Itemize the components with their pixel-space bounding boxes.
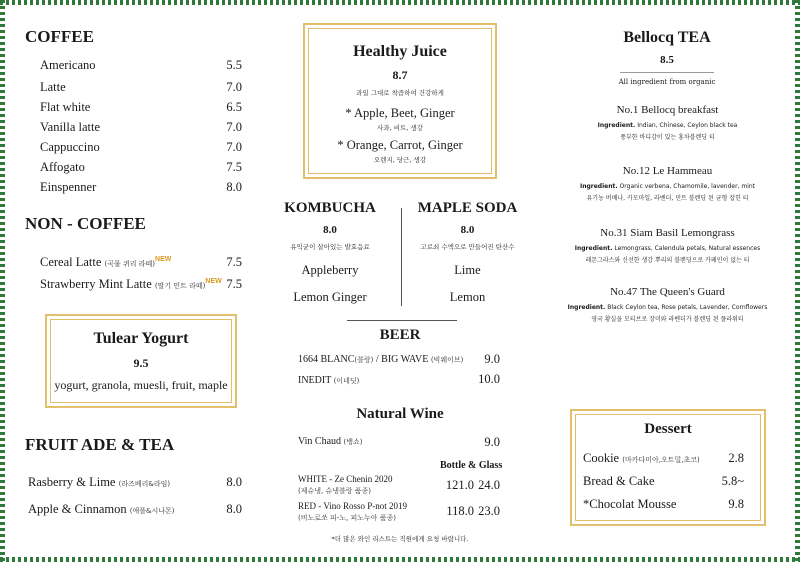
ingredient-label: Ingredient. bbox=[574, 245, 613, 252]
border-right bbox=[795, 0, 800, 562]
wine-header: Bottle & Glass bbox=[440, 460, 503, 471]
item-price: 7.5 bbox=[226, 160, 242, 174]
item-price: 7.0 bbox=[226, 80, 242, 94]
maple-item: Lime bbox=[454, 263, 481, 277]
maple-price: 8.0 bbox=[460, 224, 475, 236]
bottle-price: 118.0 bbox=[446, 504, 474, 518]
item-price: 7.5 bbox=[226, 277, 242, 291]
item-price: 2.8 bbox=[728, 451, 744, 465]
tea-item-kr: 유기농 버베나, 카모마일, 라벤더, 민트 블렌딩 된 균형 잡힌 티 bbox=[586, 195, 749, 202]
tea-item-name: No.47 The Queen's Guard bbox=[610, 286, 725, 298]
ingredient-text: Indian, Chinese, Ceylon black tea bbox=[637, 122, 738, 129]
tea-title: Bellocq TEA bbox=[623, 29, 711, 46]
list-item: Apple & Cinnamon (애플&시나몬) bbox=[28, 502, 175, 516]
ingredient-label: Ingredient. bbox=[597, 122, 636, 129]
tulear-desc: yogurt, granola, muesli, fruit, maple bbox=[54, 378, 228, 392]
tea-item-name: No.31 Siam Basil Lemongrass bbox=[600, 227, 735, 239]
coffee-item-name: Vanilla latte bbox=[40, 120, 101, 134]
beer-item: 1664 BLANC(블랑) / BIG WAVE (빅웨이브) bbox=[298, 354, 464, 365]
ingredient-text: Black Ceylon tea, Rose petals, Lavender, Cornflowers bbox=[607, 304, 768, 311]
coffee-item-name: Latte bbox=[40, 80, 66, 94]
wine-title: Natural Wine bbox=[356, 406, 444, 422]
tea-item-kr: 레몬그라스와 신선한 생강 뿌리의 블렌딩으로 카페인이 없는 티 bbox=[585, 257, 750, 264]
list-item: Rasberry & Lime (라즈베리&라임) bbox=[28, 475, 171, 489]
juice-title: Healthy Juice bbox=[353, 43, 447, 60]
item-price: 9.8 bbox=[728, 497, 744, 511]
item-price: 7.0 bbox=[226, 120, 242, 134]
item-price: 8.0 bbox=[226, 180, 242, 194]
column-divider bbox=[401, 208, 402, 306]
item-price: 9.0 bbox=[484, 352, 500, 366]
coffee-item-name: Flat white bbox=[40, 100, 91, 114]
beer-title: BEER bbox=[379, 327, 421, 343]
coffee-item-name: Cappuccino bbox=[40, 140, 100, 154]
divider-line bbox=[347, 320, 457, 321]
tea-price: 8.5 bbox=[660, 54, 674, 66]
kombucha-item: Lemon Ginger bbox=[293, 290, 367, 304]
tea-ingredient bbox=[565, 183, 770, 190]
coffee-item-name: Affogato bbox=[40, 160, 85, 174]
juice-item-kr: 사과, 비트, 생강 bbox=[377, 124, 423, 132]
glass-price: 24.0 bbox=[478, 478, 500, 492]
wine-vin-chaud: Vin Chaud (뱅쇼) bbox=[298, 436, 363, 447]
glass-price: 23.0 bbox=[478, 504, 500, 518]
wine-item: WHITE - Ze Chenin 2020 bbox=[298, 474, 393, 484]
border-bottom bbox=[0, 557, 800, 562]
list-item: Strawberry Mint Latte (딸기 민트 라떼)$^{NEW}$ bbox=[40, 277, 222, 291]
list-item: Cookie (마카다미아,오트밀,초코) bbox=[583, 451, 700, 465]
juice-subtitle: 과일 그대로 착즙하여 건강하게 bbox=[356, 89, 444, 97]
tea-item-kr: 영국 황실을 모티브로 장미와 라벤더가 블렌딩 된 플라워티 bbox=[591, 316, 744, 323]
kombucha-price: 8.0 bbox=[323, 224, 337, 236]
wine-item-kr: (비노로쏘 피-노, 피노누아 품종) bbox=[298, 514, 397, 522]
ingredient-label: Ingredient. bbox=[567, 304, 606, 311]
juice-item: * Orange, Carrot, Ginger bbox=[337, 138, 463, 152]
item-price: 7.0 bbox=[226, 140, 242, 154]
wine-item-kr: (제슈냉, 슈냉블랑 품종) bbox=[298, 487, 371, 495]
coffee-title: COFFEE bbox=[25, 27, 94, 46]
coffee-item-name: Americano bbox=[40, 58, 96, 72]
maple-item: Lemon bbox=[449, 290, 486, 304]
beer-item: INEDIT (이네딧) bbox=[298, 375, 360, 386]
divider-line bbox=[620, 72, 714, 73]
list-item: Bread & Cake bbox=[583, 474, 655, 488]
item-price: 9.0 bbox=[484, 435, 500, 449]
tea-note: All ingredient from organic bbox=[618, 78, 716, 86]
item-price: 5.8~ bbox=[721, 474, 744, 488]
border-top bbox=[0, 0, 800, 5]
kombucha-item: Appleberry bbox=[301, 263, 359, 277]
juice-price: 8.7 bbox=[392, 68, 408, 82]
list-item: *Chocolat Mousse bbox=[583, 497, 677, 511]
wine-item: RED - Vino Rosso P-not 2019 bbox=[298, 501, 408, 511]
item-price: 5.5 bbox=[226, 58, 242, 72]
tea-item-name: No.12 Le Hammeau bbox=[622, 165, 713, 177]
kombucha-title: KOMBUCHA bbox=[284, 200, 376, 216]
border-left bbox=[0, 0, 5, 562]
tea-item-kr: 풍부한 바디감이 있는 홍차블렌딩 티 bbox=[620, 134, 715, 141]
ingredient-text: Lemongrass, Calendula petals, Natural essences bbox=[614, 245, 761, 252]
maple-title: MAPLE SODA bbox=[417, 200, 518, 216]
ingredient-text: Organic verbena, Chamomile, lavender, mint bbox=[619, 183, 756, 190]
item-price: 8.0 bbox=[226, 502, 242, 516]
list-item: Cereal Latte (곡물 퀴리 라떼)$^{NEW}$ bbox=[40, 255, 172, 269]
dessert-title: Dessert bbox=[644, 421, 692, 437]
non-coffee-title: NON - COFFEE bbox=[25, 214, 146, 233]
coffee-item-name: Einspenner bbox=[40, 180, 97, 194]
tea-ingredient bbox=[565, 122, 770, 129]
tea-item-name: No.1 Bellocq breakfast bbox=[616, 104, 719, 116]
kombucha-subtitle: 유익균이 살아있는 발효음료 bbox=[290, 243, 370, 251]
tea-ingredient bbox=[565, 304, 770, 311]
item-price: 6.5 bbox=[226, 100, 242, 114]
tulear-price: 9.5 bbox=[133, 356, 149, 370]
ingredient-label: Ingredient. bbox=[579, 183, 618, 190]
new-badge: NEW bbox=[155, 255, 172, 263]
maple-subtitle: 고로쇠 수액으로 만들어진 탄산수 bbox=[420, 243, 515, 251]
item-price: 7.5 bbox=[226, 255, 242, 269]
wine-note: *더 많은 와인 리스트는 직원에게 요청 바랍니다. bbox=[331, 535, 469, 543]
tea-ingredient bbox=[565, 245, 770, 252]
juice-item: * Apple, Beet, Ginger bbox=[345, 106, 455, 120]
item-price: 10.0 bbox=[478, 372, 500, 386]
item-price: 8.0 bbox=[226, 475, 242, 489]
fruit-ade-title: FRUIT ADE & TEA bbox=[25, 435, 175, 454]
juice-item-kr: 오렌지, 당근, 생강 bbox=[373, 156, 427, 164]
tulear-title: Tulear Yogurt bbox=[93, 330, 189, 347]
bottle-price: 121.0 bbox=[445, 478, 474, 492]
new-badge: NEW bbox=[205, 277, 222, 285]
